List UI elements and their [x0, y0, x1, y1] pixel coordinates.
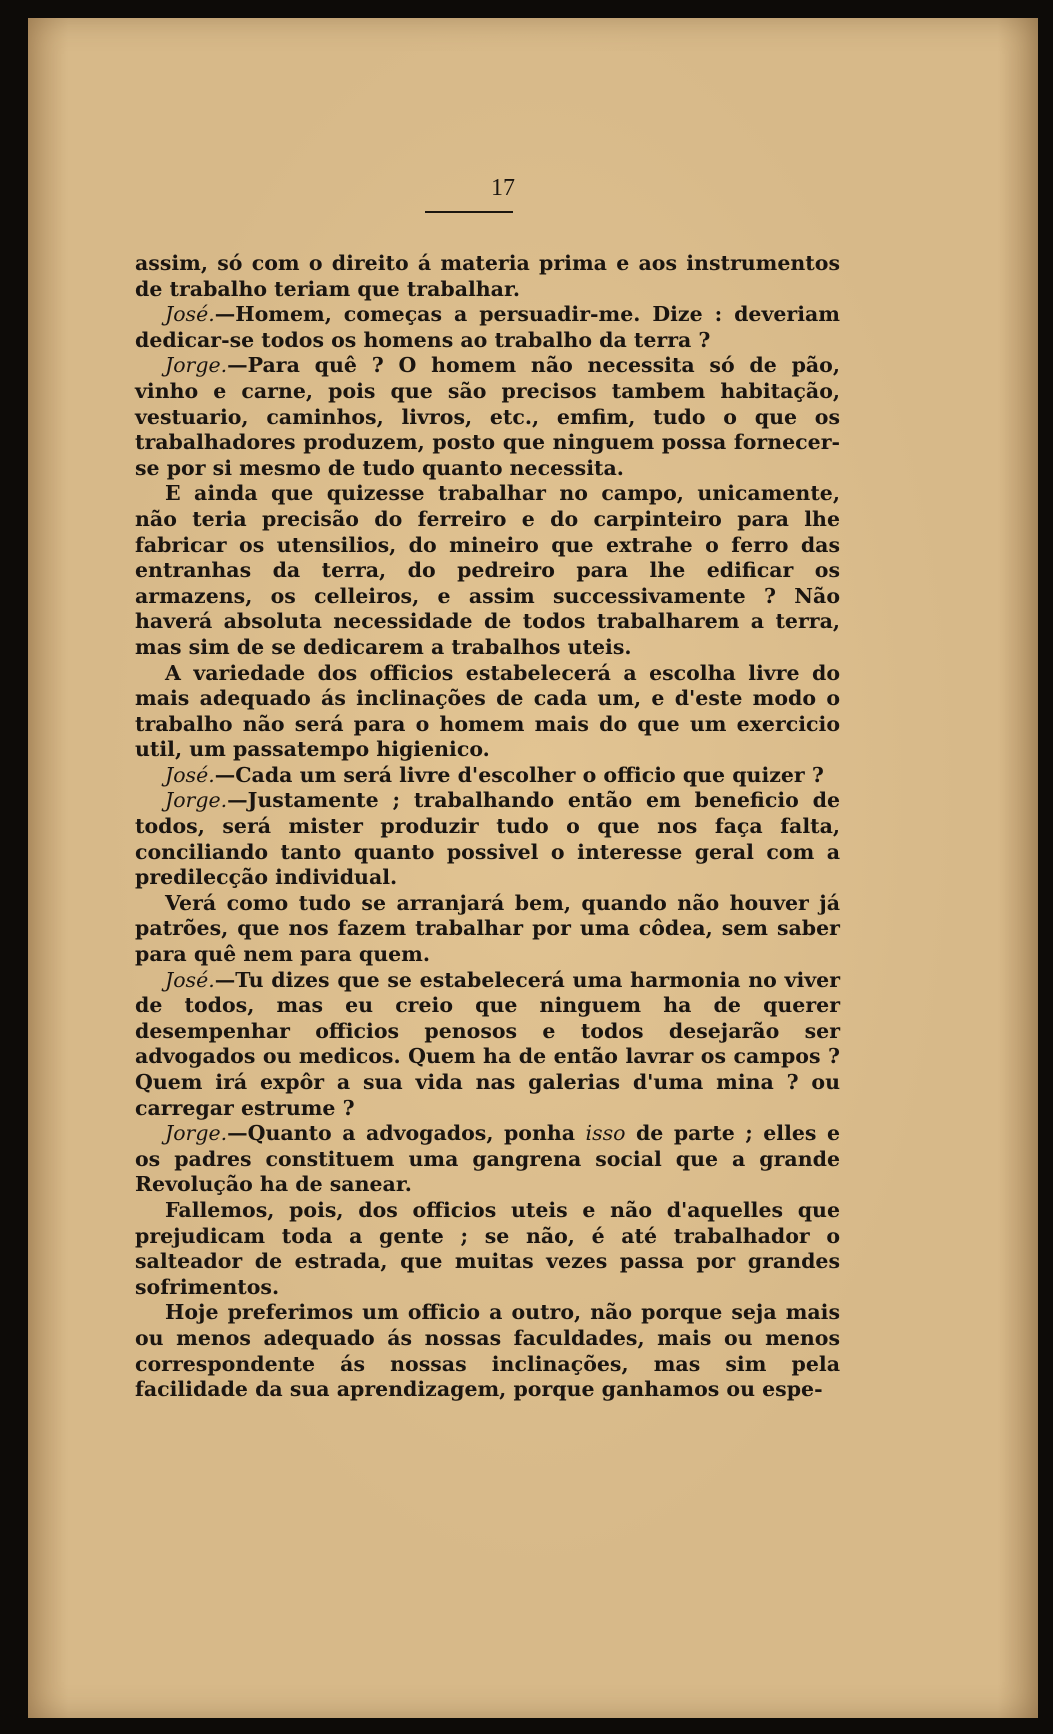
paragraph: Jorge.—Para quê ? O homem não necessita só de pão, vinho e carne, pois que são precisos tambem habitação, vestuario, caminhos, livros, etc., emfim, tudo o que os trabalhadores produzem, posto que ninguem possa fornecer-se por si mesmo de tudo quanto necessita.: [135, 353, 840, 480]
paragraph: José.—Cada um será livre d'escolher o officio que quizer ?: [165, 762, 824, 787]
paragraph: Jorge.—Quanto a advogados, ponha isso de parte ; elles e os padres constituem uma gangrena social que a grande Revolução ha de sanear.: [135, 1121, 840, 1197]
book-page: [28, 18, 1038, 1718]
page-number: 17: [491, 175, 515, 201]
paragraph: José.—Homem, começas a persuadir-me. Dize : deveriam dedicar-se todos os homens ao trabalho da terra ?: [135, 302, 840, 352]
speaker-name: Jorge.: [165, 353, 228, 378]
paragraph: José.—Tu dizes que se estabelecerá uma harmonia no viver de todos, mas eu creio que ninguem ha de querer desempenhar officios penosos e todos desejarão ser advogados ou medicos. Quem ha de então lavrar os campos ? Quem irá expôr a sua vida nas galerias d'uma mina ? ou carregar estrume ?: [135, 967, 840, 1120]
emphasis: isso: [585, 1121, 626, 1146]
paragraph: E ainda que quizesse trabalhar no campo, unicamente, não teria precisão do ferreiro e do carpinteiro para lhe fabricar os utensilios, do mineiro que extrahe o ferro das entranhas da terra, do pedreiro para lhe edificar os armazens, os celleiros, e assim successivamente ? Não haverá absoluta necessidade de todos trabalharem a terra, mas sim de se dedicarem a trabalhos uteis.: [135, 481, 840, 659]
body-text: [135, 251, 840, 1403]
speaker-name: José.: [165, 302, 215, 327]
speaker-name: José.: [165, 762, 215, 787]
paragraph: Hoje preferimos um officio a outro, não porque seja mais ou menos adequado ás nossas faculdades, mais ou menos correspondente ás nossas inclinações, mas sim pela facilidade da sua aprendizagem, porque ganhamos ou espe-: [135, 1300, 840, 1402]
speaker-name: Jorge.: [165, 788, 228, 813]
paragraph: Verá como tudo se arranjará bem, quando não houver já patrões, que nos fazem trabalhar por uma côdea, sem saber para quê nem para quem.: [135, 890, 840, 967]
speaker-name: Jorge.: [165, 1121, 228, 1146]
paragraph: Jorge.—Justamente ; trabalhando então em beneficio de todos, será mister produzir tudo o que nos faça falta, conciliando tanto quanto possivel o interesse geral com a predilecção individual.: [135, 788, 840, 890]
paragraph: assim, só com o direito á materia prima e aos instrumentos de trabalho teriam que trabalhar.: [135, 251, 840, 301]
speaker-name: José.: [165, 967, 215, 992]
header-rule: [425, 211, 513, 213]
paragraph: A variedade dos officios estabelecerá a escolha livre do mais adequado ás inclinações de cada um, e d'este modo o trabalho não será para o homem mais do que um exercicio util, um passatempo higienico.: [135, 660, 840, 762]
paragraph: Fallemos, pois, dos officios uteis e não d'aquelles que prejudicam toda a gente ; se não, é até trabalhador o salteador de estrada, que muitas vezes passa por grandes sofrimentos.: [135, 1197, 840, 1299]
